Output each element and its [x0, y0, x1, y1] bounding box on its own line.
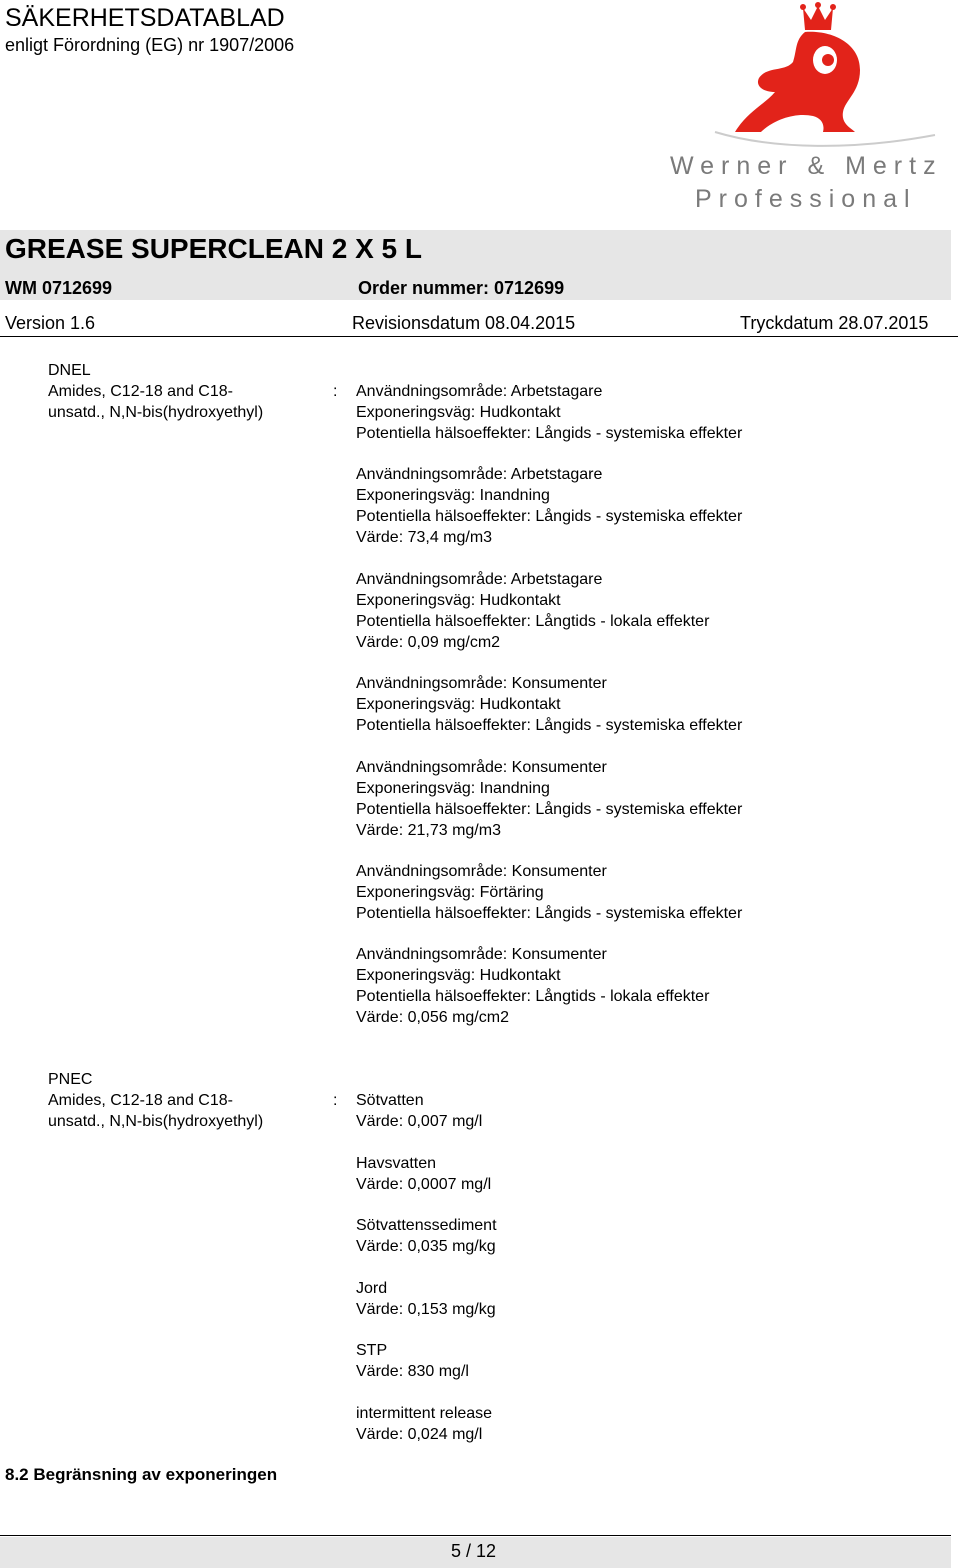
pnec-value: Värde: 0,024 mg/l	[356, 1426, 483, 1443]
dnel-effect: Potentiella hälsoeffekter: Långtids - lokala effekter	[356, 988, 710, 1005]
document-subtitle: enligt Förordning (EG) nr 1907/2006	[5, 35, 295, 55]
pnec-entry	[356, 1153, 491, 1195]
product-name: GREASE SUPERCLEAN 2 X 5 L	[5, 233, 422, 264]
section-heading: 8.2 Begränsning av exponeringen	[5, 1465, 278, 1484]
revision-date: Revisionsdatum 08.04.2015	[352, 313, 576, 333]
pnec-medium: Havsvatten	[356, 1155, 437, 1172]
dnel-route: Exponeringsväg: Förtäring	[356, 884, 544, 901]
pnec-entry	[356, 1278, 496, 1320]
dnel-substance-line2: unsatd., N,N-bis(hydroxyethyl)	[48, 404, 264, 421]
dnel-entry	[356, 464, 742, 548]
dnel-effect: Potentiella hälsoeffekter: Långtids - lokala effekter	[356, 613, 710, 630]
dnel-route: Exponeringsväg: Hudkontakt	[356, 696, 561, 713]
pnec-entry	[356, 1215, 497, 1257]
pnec-substance-line2: unsatd., N,N-bis(hydroxyethyl)	[48, 1113, 264, 1130]
logo-text-werner-mertz: Werner & Mertz	[670, 152, 943, 180]
dnel-heading: DNEL	[48, 362, 91, 379]
pnec-value: Värde: 0,035 mg/kg	[356, 1238, 496, 1255]
logo-text-professional: Professional	[695, 185, 917, 213]
dnel-entry	[356, 673, 742, 736]
dnel-value: Värde: 0,056 mg/cm2	[356, 1009, 509, 1026]
pnec-value: Värde: 830 mg/l	[356, 1363, 469, 1380]
pnec-medium: Sötvatten	[356, 1092, 424, 1109]
pnec-medium: Jord	[356, 1280, 388, 1297]
pnec-entry	[356, 1090, 482, 1132]
pnec-medium: STP	[356, 1342, 388, 1359]
dnel-entry	[356, 944, 709, 1028]
page-number: 5 / 12	[451, 1541, 497, 1561]
dnel-area: Användningsområde: Arbetstagare	[356, 466, 603, 483]
dnel-area: Användningsområde: Konsumenter	[356, 946, 607, 963]
header-rule	[0, 336, 958, 337]
pnec-value: Värde: 0,0007 mg/l	[356, 1176, 492, 1193]
dnel-route: Exponeringsväg: Inandning	[356, 780, 550, 797]
dnel-effect: Potentiella hälsoeffekter: Långids - systemiska effekter	[356, 425, 743, 442]
dnel-route: Exponeringsväg: Hudkontakt	[356, 592, 561, 609]
pnec-value: Värde: 0,153 mg/kg	[356, 1301, 496, 1318]
pnec-entry	[356, 1340, 469, 1382]
wm-number: WM 0712699	[5, 278, 113, 298]
dnel-colon: :	[333, 383, 338, 400]
pnec-medium: intermittent release	[356, 1405, 493, 1422]
dnel-route: Exponeringsväg: Hudkontakt	[356, 404, 561, 421]
dnel-route: Exponeringsväg: Inandning	[356, 487, 550, 504]
footer-rule	[0, 1535, 951, 1536]
version: Version 1.6	[5, 313, 96, 333]
dnel-entry	[356, 381, 742, 444]
document-title: SÄKERHETSDATABLAD	[5, 4, 285, 32]
pnec-value: Värde: 0,007 mg/l	[356, 1113, 483, 1130]
dnel-effect: Potentiella hälsoeffekter: Långids - systemiska effekter	[356, 508, 743, 525]
pnec-entry	[356, 1403, 492, 1445]
order-number: Order nummer: 0712699	[358, 278, 565, 298]
dnel-value: Värde: 73,4 mg/m3	[356, 529, 493, 546]
dnel-effect: Potentiella hälsoeffekter: Långids - systemiska effekter	[356, 801, 743, 818]
pnec-heading: PNEC	[48, 1071, 93, 1088]
dnel-effect: Potentiella hälsoeffekter: Långids - systemiska effekter	[356, 717, 743, 734]
dnel-area: Användningsområde: Arbetstagare	[356, 383, 603, 400]
dnel-area: Användningsområde: Konsumenter	[356, 863, 607, 880]
print-date: Tryckdatum 28.07.2015	[740, 313, 929, 333]
dnel-area: Användningsområde: Konsumenter	[356, 675, 607, 692]
dnel-value: Värde: 0,09 mg/cm2	[356, 634, 501, 651]
dnel-entry	[356, 861, 742, 924]
pnec-medium: Sötvattenssediment	[356, 1217, 497, 1234]
dnel-effect: Potentiella hälsoeffekter: Långids - systemiska effekter	[356, 905, 743, 922]
pnec-colon: :	[333, 1092, 338, 1109]
dnel-substance-line1: Amides, C12-18 and C18-	[48, 383, 233, 400]
dnel-value: Värde: 21,73 mg/m3	[356, 822, 501, 839]
dnel-route: Exponeringsväg: Hudkontakt	[356, 967, 561, 984]
dnel-entry	[356, 569, 709, 653]
pnec-substance-line1: Amides, C12-18 and C18-	[48, 1092, 233, 1109]
dnel-area: Användningsområde: Arbetstagare	[356, 571, 603, 588]
dnel-entry	[356, 757, 742, 841]
dnel-area: Användningsområde: Konsumenter	[356, 759, 607, 776]
